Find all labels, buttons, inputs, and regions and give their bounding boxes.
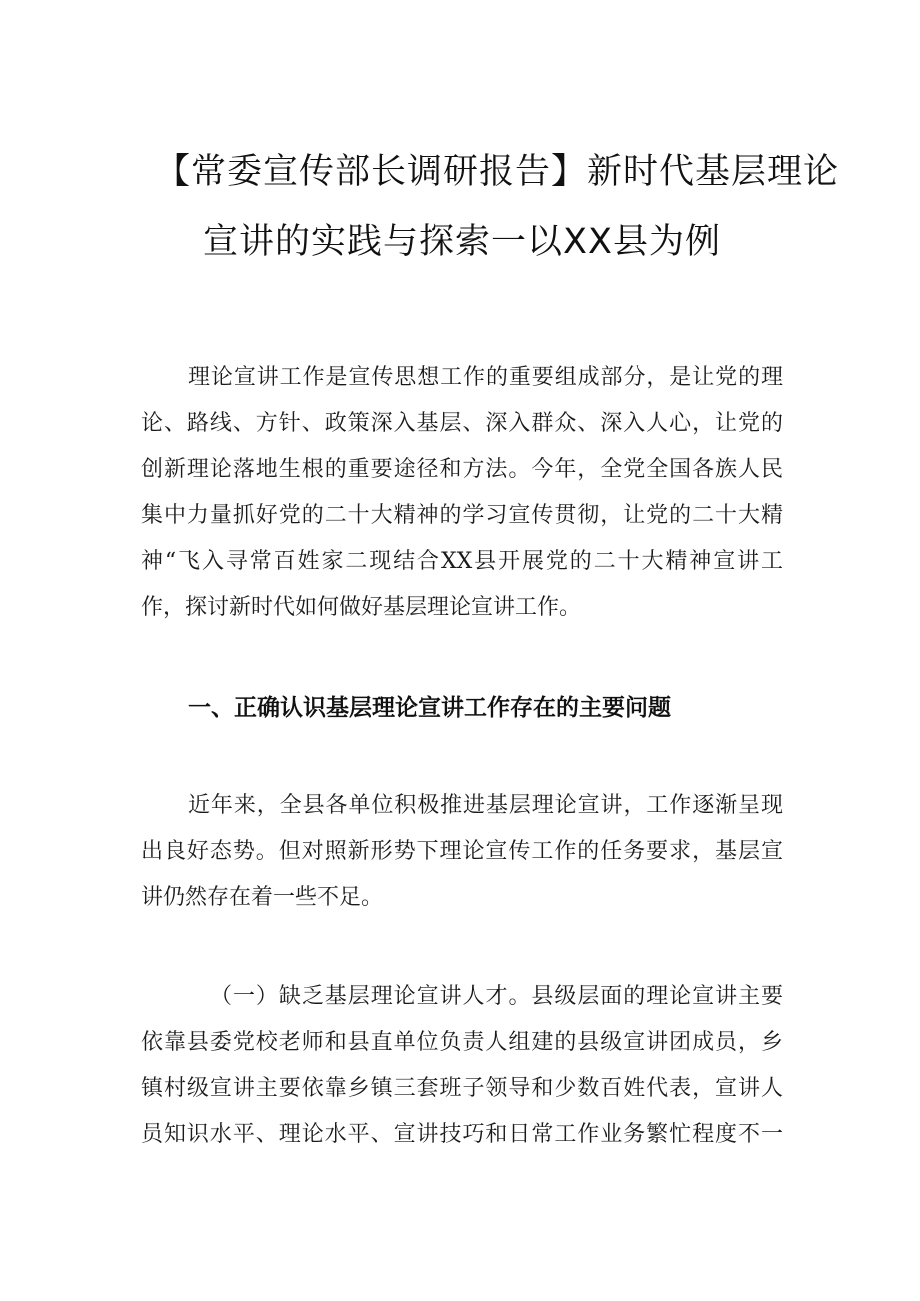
item-paragraph-line: 镇村级宣讲主要依靠乡镇三套班子领导和少数百姓代表，宣讲人 xyxy=(141,1076,783,1101)
intro-paragraph-line: 神“飞入寻常百姓家二现结合XX县开展党的二十大精神宣讲工 xyxy=(141,549,783,574)
item-paragraph-line: （一）缺乏基层理论宣讲人才。县级层面的理论宣讲主要 xyxy=(210,984,783,1009)
section-heading: 一、正确认识基层理论宣讲工作存在的主要问题 xyxy=(188,695,671,721)
intro-paragraph-line: 理论宣讲工作是宣传思想工作的重要组成部分，是让党的理 xyxy=(188,365,783,390)
item-paragraph-line: 依靠县委党校老师和县直单位负责人组建的县级宣讲团成员，乡 xyxy=(141,1030,783,1055)
document-title-line-1: 【常委宣传部长调研报告】新时代基层理论 xyxy=(155,152,840,192)
item-paragraph-line: 员知识水平、理论水平、宣讲技巧和日常工作业务繁忙程度不一 xyxy=(141,1122,783,1147)
section-paragraph-line: 讲仍然存在着一些不足。 xyxy=(141,885,384,910)
intro-paragraph-line: 作，探讨新时代如何做好基层理论宣讲工作。 xyxy=(141,595,582,620)
section-paragraph-line: 近年来，全县各单位积极推进基层理论宣讲，工作逐渐呈现 xyxy=(188,793,783,818)
intro-paragraph-line: 论、路线、方针、政策深入基层、深入群众、深入人心，让党的 xyxy=(141,411,783,436)
section-paragraph-line: 出良好态势。但对照新形势下理论宣传工作的任务要求，基层宣 xyxy=(141,839,783,864)
document-title-line-2: 宣讲的实践与探索一以XX县为例 xyxy=(203,222,721,262)
intro-paragraph-line: 集中力量抓好党的二十大精神的学习宣传贯彻，让党的二十大精 xyxy=(141,503,783,528)
intro-paragraph-line: 创新理论落地生根的重要途径和方法。今年，全党全国各族人民 xyxy=(141,457,783,482)
